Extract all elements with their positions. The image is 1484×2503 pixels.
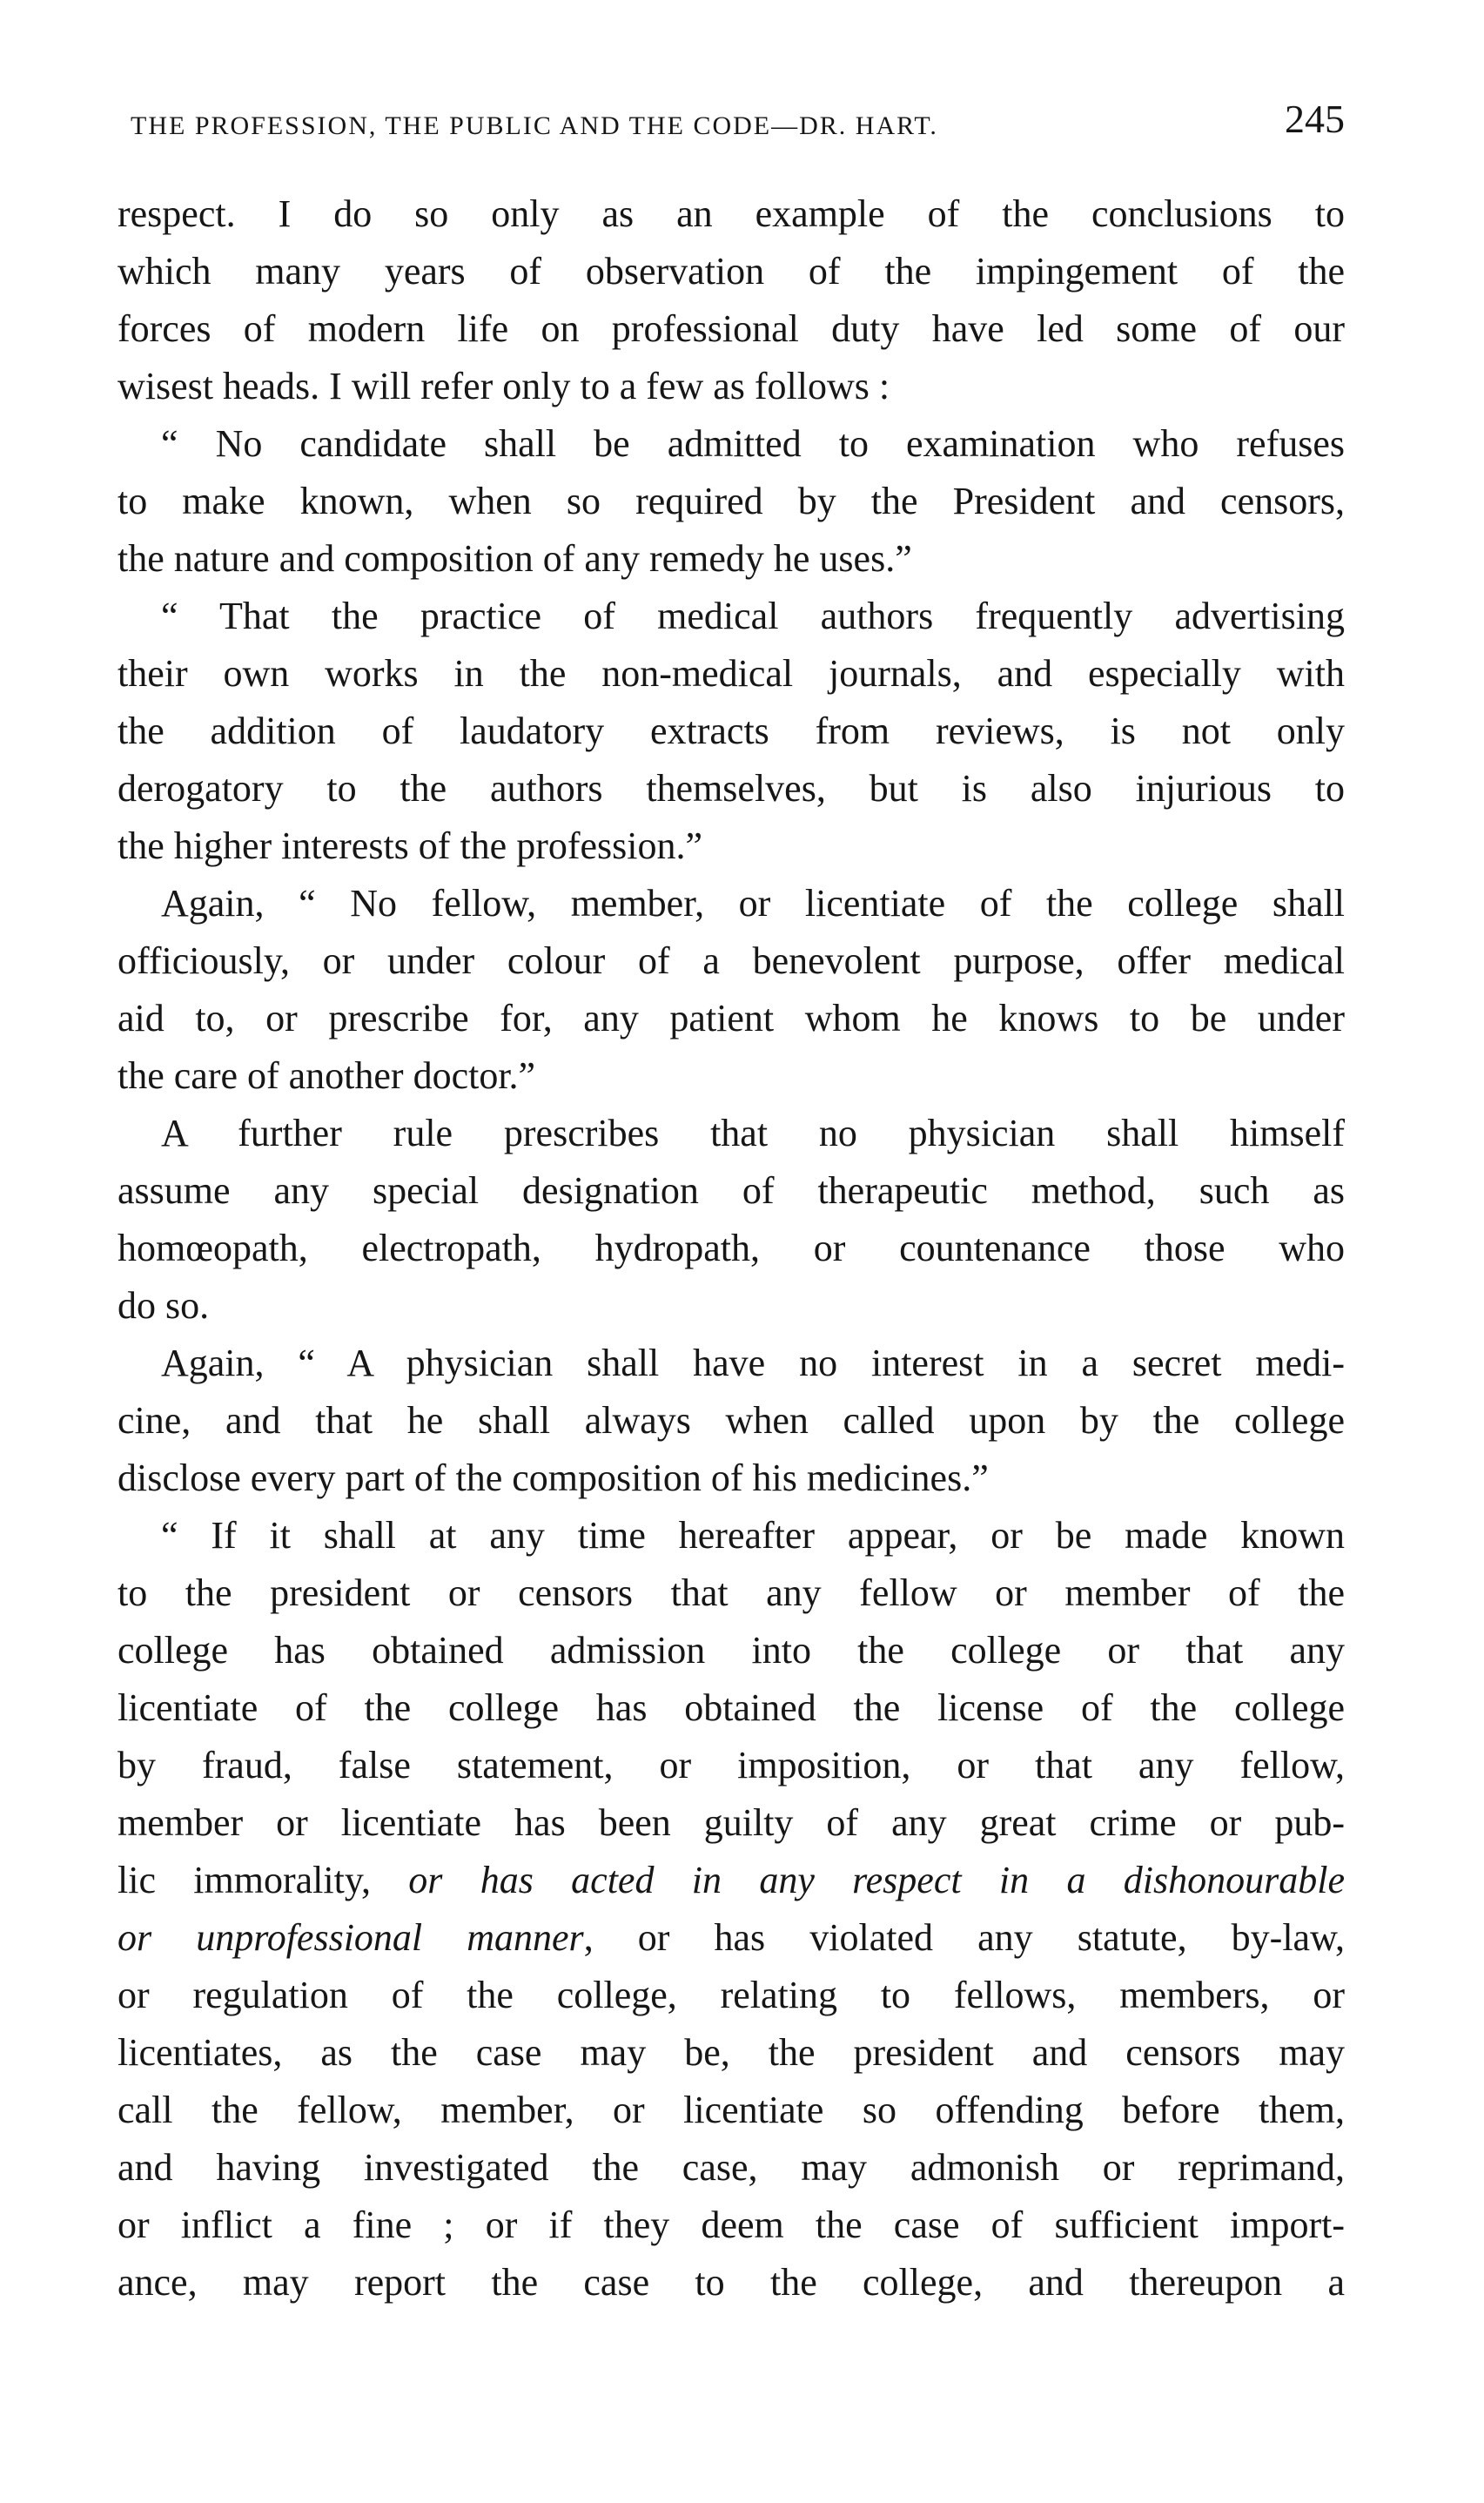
text-line: forces of modern life on professional duty have led some of our [118, 307, 1345, 350]
body-text [118, 185, 1345, 2311]
text-line-mixed [118, 1852, 1345, 1909]
italic-run: or unprofessional manner [118, 1916, 584, 1959]
text-line: licentiates, as the case may be, the president and censors may [118, 2031, 1345, 2074]
text-line: “ That the practice of medical authors frequently advertising [161, 595, 1345, 637]
italic-run: or has acted in any respect in a dishonourable [408, 1859, 1345, 1901]
text-line: the addition of laudatory extracts from reviews, is not only [118, 710, 1345, 752]
text-line: the care of another doctor.” [118, 1054, 536, 1097]
paragraph-quote-officiously [118, 875, 1345, 1105]
text-line: which many years of observation of the impingement of the [118, 250, 1345, 293]
text-line: by fraud, false statement, or imposition, or that any fellow, [118, 1744, 1345, 1786]
text-line: officiously, or under colour of a benevolent purpose, offer medical [118, 939, 1345, 982]
paragraph-quote-advertising [118, 588, 1345, 875]
text-line: the higher interests of the profession.” [118, 824, 703, 867]
text-line: do so. [118, 1284, 210, 1327]
text-run: , or has violated any statute, by-law, [583, 1916, 1345, 1959]
text-line-mixed [118, 1909, 1345, 1967]
text-line: the nature and composition of any remedy he uses.” [118, 537, 912, 580]
text-line: and having investigated the case, may admonish or reprimand, [118, 2146, 1345, 2189]
text-line: disclose every part of the composition of his medicines.” [118, 1457, 989, 1499]
text-line: homœopath, electropath, hydropath, or countenance those who [118, 1227, 1345, 1269]
text-line: “ No candidate shall be admitted to examination who refuses [161, 422, 1345, 465]
paragraph-designation-rule [118, 1105, 1345, 1335]
text-line: Again, “ A physician shall have no interest in a secret medi- [161, 1342, 1345, 1384]
page-header [131, 99, 1345, 151]
text-run: lic immorality, [118, 1859, 409, 1901]
text-line: “ If it shall at any time hereafter appear, or be made known [161, 1514, 1345, 1557]
paragraph-quote-candidate [118, 415, 1345, 588]
text-line: A further rule prescribes that no physician shall himself [161, 1112, 1345, 1154]
paragraph-quote-secret-medicine [118, 1335, 1345, 1507]
paragraph-quote-misconduct [118, 1507, 1345, 2311]
text-line: their own works in the non-medical journals, and especially with [118, 652, 1345, 695]
text-line: respect. I do so only as an example of the conclusions to [118, 192, 1345, 235]
text-line: Again, “ No fellow, member, or licentiate of the college shall [161, 882, 1345, 925]
running-head: THE PROFESSION, THE PUBLIC AND THE CODE—DR. HART. [131, 111, 938, 140]
text-line: member or licentiate has been guilty of any great crime or pub- [118, 1801, 1345, 1844]
text-line: derogatory to the authors themselves, but is also injurious to [118, 767, 1345, 810]
text-line: college has obtained admission into the college or that any [118, 1629, 1345, 1672]
paragraph-intro [118, 185, 1345, 415]
text-line: aid to, or prescribe for, any patient whom he knows to be under [118, 997, 1345, 1040]
text-line: licentiate of the college has obtained the license of the college [118, 1686, 1345, 1729]
text-line: wisest heads. I will refer only to a few as follows : [118, 365, 890, 407]
text-line: to make known, when so required by the President and censors, [118, 480, 1345, 522]
text-line: or regulation of the college, relating to fellows, members, or [118, 1974, 1345, 2016]
page-number: 245 [1285, 97, 1345, 141]
text-line: ance, may report the case to the college, and thereupon a [118, 2261, 1345, 2304]
text-line: to the president or censors that any fellow or member of the [118, 1571, 1345, 1614]
text-line: cine, and that he shall always when called upon by the college [118, 1399, 1345, 1442]
text-line: or inflict a fine ; or if they deem the case of sufficient import- [118, 2204, 1345, 2246]
text-line: call the fellow, member, or licentiate so offending before them, [118, 2089, 1345, 2131]
text-line: assume any special designation of therapeutic method, such as [118, 1169, 1345, 1212]
